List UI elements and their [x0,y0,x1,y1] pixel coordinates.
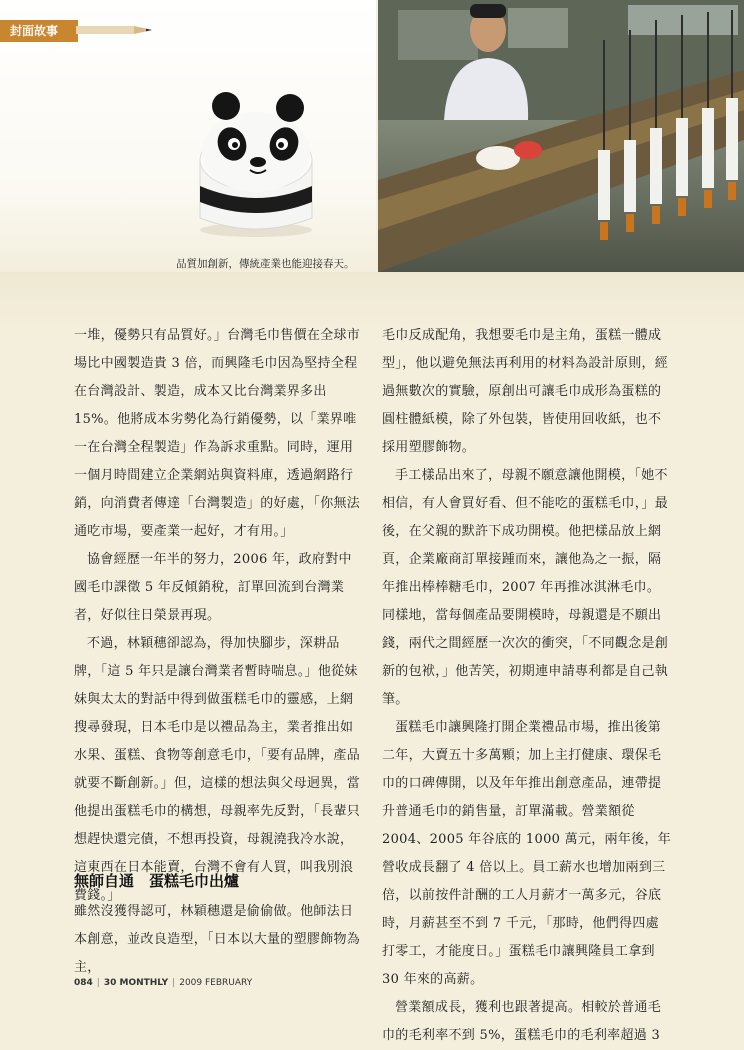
section-tag: 封面故事 [0,20,78,42]
left-column [74,322,364,910]
right-column [382,322,672,1050]
left-paragraph-1: 一堆，優勢只有品質好。」台灣毛巾售價在全球市場比中國製造貴 3 倍，而興隆毛巾因為堅持全程在台灣設計、製造，成本又比台灣業界多出 15%。他將成本劣勢化為行銷優勢，以「業界唯一在台灣全程製造」作為訴求重點。同時，運用一個月時間建立企業網站與資料庫，透過網路行銷，向消費者傳達「台灣製造」的好處，「你無法通吃市場，要產業一起好，才有用。」 [74,328,361,539]
right-paragraph-2: 手工樣品出來了，母親不願意讓他開模，「她不相信，有人會買好看、但不能吃的蛋糕毛巾，」最後，在父親的默許下成功開模。他把樣品放上網頁，企業廠商訂單接踵而來，讓他為之一振，隔年推出棒棒糖毛巾，2007 年再推冰淇淋毛巾。同樣地，當每個產品要開模時，母親還是不願出錢，兩代之間經歷一次次的衝突，「不同觀念是創新的包袱，」他苦笑，初期連申請專利都是自己執筆。 [382,468,669,707]
factory-photo [378,0,744,272]
right-paragraph-4: 營業額成長，獲利也跟著提高。相較於普通毛巾的毛利率不到 5%，蛋糕毛巾的毛利率超過 3 [382,1000,662,1043]
issue-date: 2009 FEBRUARY [179,978,253,988]
page-footer [74,978,252,994]
footer-divider: | [172,978,176,988]
pencil-icon [76,24,152,36]
right-paragraph-1: 毛巾反成配角，我想要毛巾是主角，蛋糕一體成型」，他以避免無法再利用的材料為設計原則，經過無數次的實驗，原創出可讓毛巾成形為蛋糕的圓柱體紙模，除了外包裝，皆使用回收紙，也不採用塑膠飾物。 [382,328,669,455]
right-paragraph-3: 蛋糕毛巾讓興隆打開企業禮品市場，推出後第二年，大賣五十多萬顆；加上主打健康、環保毛巾的口碑傳開，以及年年推出創意產品，連帶提升普通毛巾的銷售量，訂單滿載。營業額從 2004、2005 年谷底的 1000 萬元，兩年後，年營收成長翻了 4 倍以上。員工薪水也增加兩到三倍，以前按件計酬的工人月薪才一萬多元，谷底時，月薪甚至不到 7 千元，「那時，他們得四處打零工，才能度日。」蛋糕毛巾讓興隆員工拿到 30 年來的高薪。 [382,720,672,987]
top-left-image-area [0,0,376,272]
left-paragraph-2: 協會經歷一年半的努力，2006 年，政府對中國毛巾課徵 5 年反傾銷稅，訂單回流到台灣業者，好似往日榮景再現。 [74,552,352,623]
factory-scene-image [378,0,744,272]
photo-caption: 品質加創新，傳統產業也能迎接春天。 [176,258,355,270]
left-paragraph-4: 雖然沒獲得認可，林穎穗還是偷偷做。他師法日本創意，並改良造型，「日本以大量的塑膠飾物為主， [74,904,361,975]
left-column-continued [74,898,364,982]
magazine-name: 30 MONTHLY [103,978,169,988]
left-paragraph-3: 不過，林穎穗卻認為，得加快腳步，深耕品牌，「這 5 年只是讓台灣業者暫時喘息。」他從妹妹與太太的對話中得到做蛋糕毛巾的靈感，上網搜尋發現，日本毛巾是以禮品為主，業者推出如水果、蛋糕、食物等創意毛巾，「要有品牌，產品就要不斷創新。」但，這樣的想法與父母迥異，當他提出蛋糕毛巾的構想，母親率先反對，「長輩只想趕快還完債，不想再投資，母親澆我冷水說，這東西在日本能賣，台灣不會有人買，叫我別浪費錢。」 [74,636,361,903]
footer-divider: | [96,978,100,988]
section-subheading: 無師自通 蛋糕毛巾出爐 [74,872,240,890]
panda-towel-cake-image [186,90,326,240]
page-number: 084 [74,978,93,988]
